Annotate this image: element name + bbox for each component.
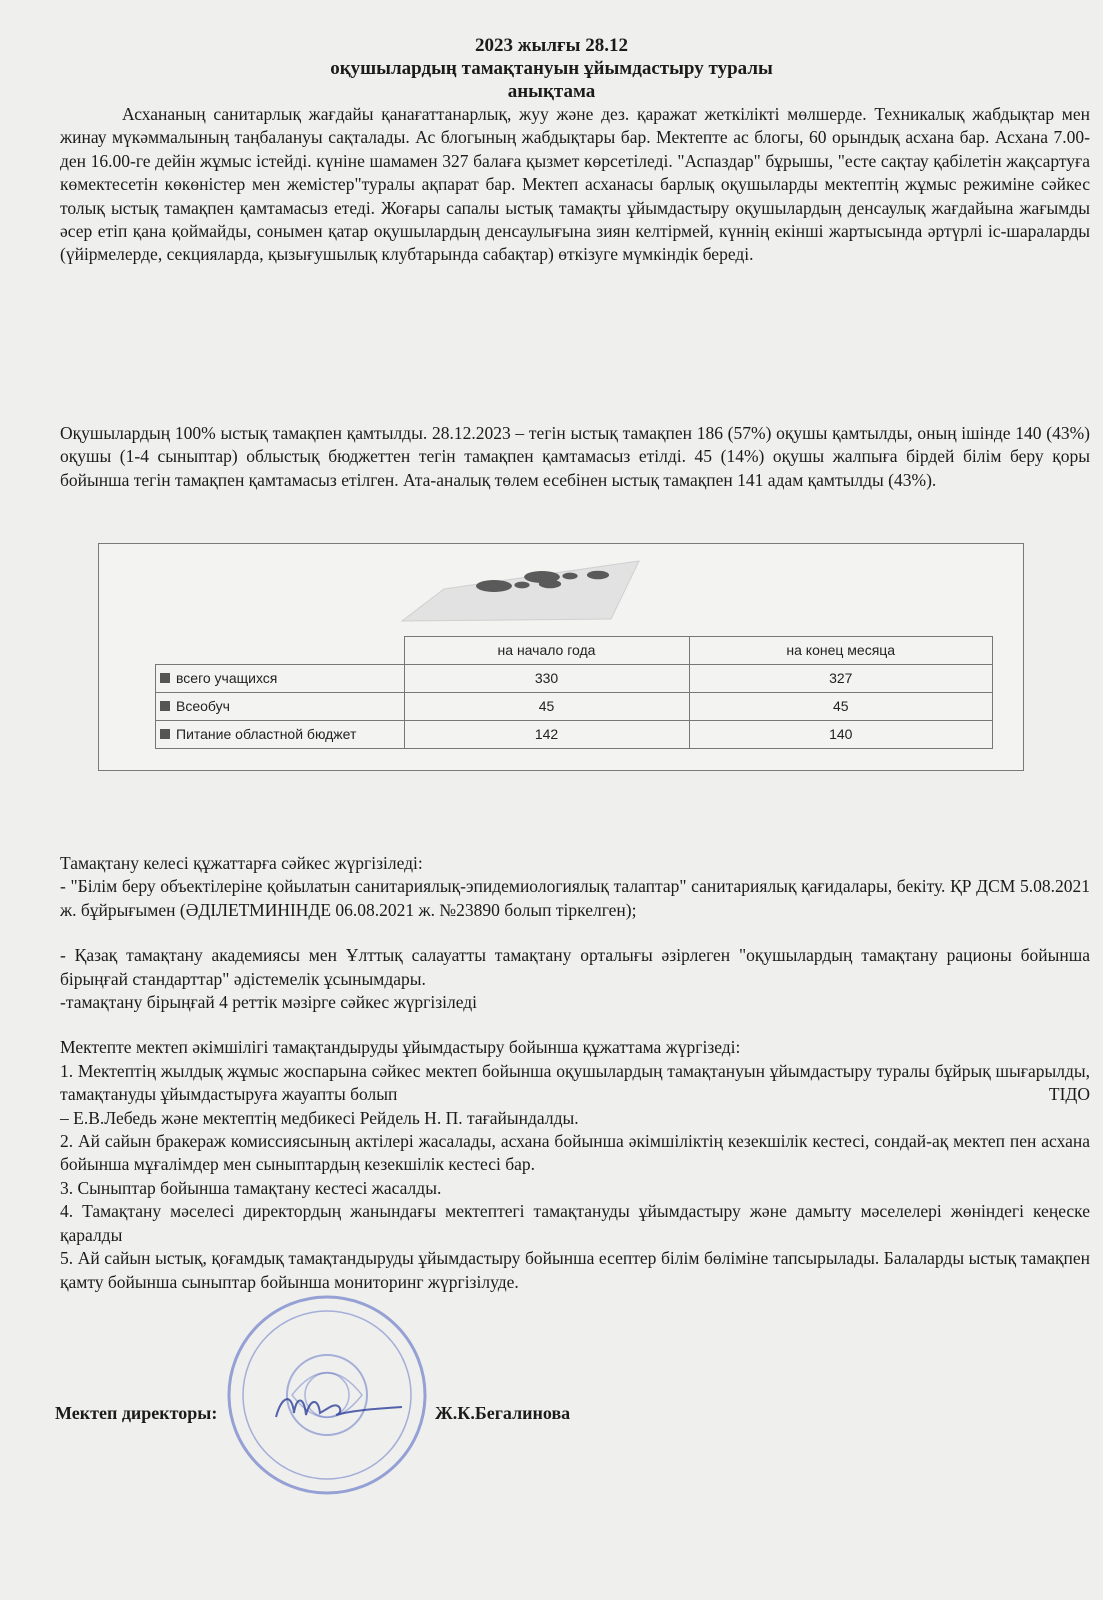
legend-key [160, 729, 170, 739]
table-cell: 142 [404, 720, 689, 748]
table-cell: 330 [404, 664, 689, 692]
documents-item: - Қазақ тамақтану академиясы мен Ұлттық салауатты тамақтану орталығы әзірлеген "оқушылардың тамақтану рационы бойынша бірыңғай стандарттар" әдістемелік ұсынымдары. [60, 945, 1090, 989]
signature-line [55, 1403, 755, 1424]
director-name: Ж.К.Бегалинова [435, 1403, 571, 1423]
chart-bar-top [539, 580, 561, 589]
chart-frame [98, 543, 1024, 771]
table-row [156, 664, 993, 692]
chart-bar-top [514, 582, 529, 589]
document-date: 2023 жылғы 28.12 [475, 35, 628, 56]
paragraph-coverage: Оқушылардың 100% ыстық тамақпен қамтылды. 28.12.2023 – тегін ыстық тамақпен 186 (57%) оқушы қамтылды, оның ішінде 140 (43%) оқушы (1-4 сыныптар) облыстық бюджеттен тегін тамақпен қамтамасыз етілді. 45 (14%) оқушы жалпыға бірдей білім беру қоры бойынша тегін тамақпен қамтамасыз етілген. Ата-аналық төлем есебінен ыстық тамақпен 141 адам қамтылды (43%). [60, 423, 1090, 490]
legend-key [160, 701, 170, 711]
table-row [156, 692, 993, 720]
table-header-row [156, 637, 993, 665]
chart-bar-top [587, 571, 609, 580]
table-cell: 45 [689, 692, 993, 720]
admin-item: – Е.В.Лебедь және мектептің медбикесі Рейдель Н. П. тағайындалды. [60, 1107, 579, 1128]
admin-item: 2. Ай сайын бракераж комиссиясының актілері жасалады, асхана бойынша әкімшіліктің кезекшілік кестесі, сондай-ақ мектеп пен асхана бойынша мұғалімдер мен сыныптардың кезекшілік кестесі бар. [60, 1131, 1090, 1175]
canteen-description [60, 103, 1090, 267]
admin-item: 4. Тамақтану мәселесі директордың жанындағы мектептегі тамақтануды ұйымдастыру және дамыту мәселелері жөніндегі кеңеске қаралды [60, 1201, 1090, 1245]
chart-data-table [155, 636, 993, 749]
table-cell: 327 [689, 664, 993, 692]
admin-item: 1. Мектептің жылдық жұмыс жоспарына сәйкес мектеп бойынша оқушылардың тамақтануын ұйымдастыру туралы бұйрық шығарылды, тамақтануды ұйымдастыруға жауапты болып ТІДО [60, 1060, 1090, 1107]
chart-bar-top [562, 573, 577, 580]
row-label: Всеобуч [156, 692, 405, 720]
documents-item: -тамақтану бірыңғай 4 реттік мәзірге сәйкес жүргізіледі [60, 992, 478, 1013]
admin-item: 5. Ай сайын ыстық, қоғамдық тамақтандыруды ұйымдастыру бойынша есептер білім бөліміне тапсырылады. Балаларды ыстық тамақпен қамту бойынша сыныптар бойынша мониторинг жүргізілуде. [60, 1248, 1090, 1292]
document-header [0, 34, 1103, 103]
table-row [156, 720, 993, 748]
admin-intro: Мектепте мектеп әкімшілігі тамақтандыруды ұйымдастыру бойынша құжаттама жүргізеді: [60, 1037, 741, 1058]
documents-intro: Тамақтану келесі құжаттарға сәйкес жүргізіледі: [60, 853, 423, 873]
table-cell: 140 [689, 720, 993, 748]
row-label: Питание областной бюджет [156, 720, 405, 748]
column-header: на конец месяца [689, 637, 993, 665]
admin-item-tido: ТІДО [1048, 1084, 1090, 1105]
paragraph-canteen: Асхананың санитарлық жағдайы қанағаттанарлық, жуу және дез. қаражат жеткілікті мөлшерде. Техникалық жабдықтар мен жинау мүкәммалының таңбалануы сақталады. Ас блогының жабдықтары бар. Мектепте ас блогы, 60 орындық асхана бар. Асхана 7.00-ден 16.00-ге дейін жұмыс істейді. күніне шамамен 327 балаға қызмет көрсетіледі. "Аспаздар" бұрышы, "есте сақтау қабілетін жақсартуға көмектесетін көкөністер мен жемістер"туралы ақпарат бар. Мектеп асханасы барлық оқушыларды мектептің жұмыс режиміне сәйкес толық ыстық тамақпен қамтамасыз етеді. Жоғары сапалы ыстық тамақты ұйымдастыру оқушылардың денсаулық жағдайына жағымды әсер етіп қана қоймайды, сонымен қатар оқушылардың денсаулығына зиян келтірмей, күннің екінші жартысында әртүрлі іс-шараларды (үйірмелерде, секцияларда, қызығушылық клубтарында сабақтар) өткізуге мүмкіндік береді. [60, 104, 1090, 265]
row-label: всего учащихся [156, 664, 405, 692]
document-title: оқушылардың тамақтануын ұйымдастыру туралы [330, 58, 773, 79]
document-subtitle: анықтама [507, 81, 596, 102]
legend-key [160, 673, 170, 683]
column-header: на начало года [404, 637, 689, 665]
chart-bar-top [476, 580, 512, 592]
table-cell: 45 [404, 692, 689, 720]
chart-floor [402, 561, 639, 621]
regulations-section [60, 852, 1090, 1294]
director-role: Мектеп директоры: [55, 1403, 218, 1423]
documents-item: - "Білім беру объектілеріне қойылатын санитариялық-эпидемиологиялық талаптар" санитариялық қағидалары, бекіту. ҚР ДСМ 5.08.2021 ж. бұйрығымен (ӘДІЛЕТМИНІНДЕ 06.08.2021 ж. №23890 болып тіркелген); [60, 876, 1090, 920]
admin-item: 3. Сыныптар бойынша тамақтану кестесі жасалды. [60, 1177, 442, 1198]
coverage-description [60, 422, 1090, 492]
